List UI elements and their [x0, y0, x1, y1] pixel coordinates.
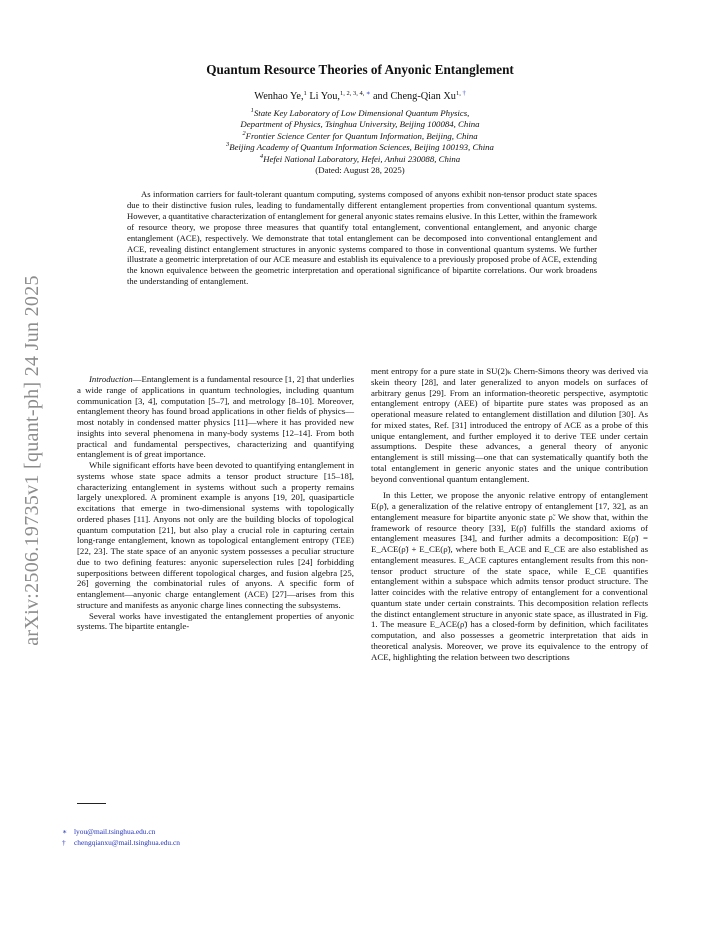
- paragraph: ment entropy for a pure state in SU(2)ₖ Chern-Simons theory was derived via skein theory [28], and later generalized to anyon models on surfaces of arbitrary genus [29]. From an information-theoretic perspective, asymptotic entanglement entropy (AEE) of bipartite pure states was proposed as an operational measure related to entanglement distillation and dilution [30]. As for mixed states, Ref. [31] introduced the entropy of ACE as a probe of this unique entanglement, and further employed it to derive TEE under certain assumptions. Despite these advances, a general theory of anyonic entanglement is still missing—one that can systematically quantify both the total entanglement in generic anyonic states and the unique contribution beyond conventional quantum entanglement.: [371, 366, 648, 484]
- paragraph: Several works have investigated the entanglement properties of anyonic systems. The bipartite entangle-: [77, 610, 354, 632]
- affiliation-1: $^1$State Key Laboratory of Low Dimensional Quantum Physics,: [250, 107, 470, 118]
- arxiv-stamp: [20, 250, 44, 670]
- right-column: [371, 366, 648, 662]
- abstract-text: As information carriers for fault-tolerant quantum computing, systems composed of anyons exhibit non-tensor product state spaces due to their distinctive fusion rules, leading to fundamentally different entanglement properties from conventional quantum systems. However, a quantitative characterization of entanglement for general anyonic states remains elusive. In this Letter, within the framework of resource theory, we propose three measures that quantify total entanglement, conventional entanglement, and anyonic charge entanglement (ACE), respectively. We demonstrate that total entanglement can be decomposed into conventional entanglement and ACE, revealing distinct entanglement structures in anyonic systems compared to those in conventional quantum systems. We further illustrate a geometric interpretation of our ACE measure and establish its equivalence to a previously proposed probe of ACE, extending the known equivalence between the geometric interpretation and operational significance of bipartite correlations. Our work broadens the understanding of entanglement.: [127, 189, 597, 287]
- affiliation-4: $^4$Hefei National Laboratory, Hefei, Anhui 230088, China: [259, 152, 461, 164]
- abstract: [127, 189, 597, 287]
- email-link[interactable]: lyou@mail.tsinghua.edu.cn: [74, 827, 156, 836]
- paragraph: Introduction—Entanglement is a fundamental resource [1, 2] that underlies a wide range of applications in quantum technologies, including quantum communication [3, 4], computation [5–7], and metrology [8–10]. Moreover, entanglement theory has found broad applications in other fields of physics—most notably in condensed matter physics [11]—where it has provided new insights into several phenomena in many-body systems [12–14]. From both practical and fundamental perspectives, characterizing and quantifying entanglement is of great importance.: [77, 374, 354, 460]
- arxiv-stamp-text: arXiv:2506.19735v1 [quant-ph] 24 Jun 2025: [20, 274, 43, 646]
- footnote-rule: [77, 803, 106, 804]
- author-affil-sup: 1, 2, 3, 4, ∗: [339, 90, 371, 97]
- dated-line: (Dated: August 28, 2025): [315, 165, 405, 176]
- affiliation-2: $^2$Frontier Science Center for Quantum Information, Beijing, China: [242, 129, 478, 141]
- author-list: [0, 91, 720, 102]
- footnote: [62, 827, 362, 838]
- section-label: Introduction: [89, 374, 133, 384]
- footnotes: [62, 827, 362, 848]
- corresponding-mark[interactable]: †: [462, 90, 466, 97]
- footnote-mark: †: [62, 837, 66, 847]
- paragraph: While significant efforts have been devoted to quantifying entanglement in systems whose state space admits a tensor product structure [15–18], characterizing entanglement in systems without such a property remains largely unexplored. A prominent example is anyons [19, 20], quasiparticle excitations that emerge in two-dimensional systems with topologically ordered phases [11]. Anyons not only are the building blocks of topological quantum computation [21], but also play a crucial role in capturing certain long-range entanglement, known as topological entanglement entropy (TEE) [22, 23]. The state space of an anyonic system possesses a peculiar structure due to two defining features: anyonic superselection rules [24] forbidding superpositions between different topological charges, and fusion algebra [25, 26] governing the combinatorial rules of anyons. A specific form of entanglement—anyonic charge entanglement (ACE) [27]—arises from this structure and manifests as anyonic charge lines connecting the subsystems.: [77, 460, 354, 610]
- author-affil-sup: 1, †: [455, 90, 466, 97]
- author-name: Cheng-Qian Xu: [390, 91, 456, 102]
- paragraph: In this Letter, we propose the anyonic relative entropy of entanglement E(ρ̃), a generalization of the relative entropy of entanglement [17, 32], as an entanglement measure for bipartite anyonic state ρ̃. We show that, within the framework of resource theory [33], E(ρ̃) fulfills the standard axioms of entanglement measures [34], and further admits a decomposition: E(ρ̃) = E_ACE(ρ̃) + E_CE(ρ̃), where both E_ACE and E_CE are also established as entanglement measures. E_ACE captures entanglement results from this non-tensor product structure of the state space, while E_CE quantifies entanglement within a subspace which admits tensor product structure. The latter coincides with the relative entropy of entanglement for a conventional quantum state under certain constraints. This decomposition relation reflects the distinct entanglement structure in anyonic state space, as illustrated in Fig. 1. The measure E_ACE(ρ̃) has a closed-form by definition, which facilitates computation, and also possesses a geometric interpretation that aids in theoretical analysis. Moreover, we prove its equivalence to the entropy of ACE, highlighting the relation between two descriptions: [371, 490, 648, 662]
- author-conjunction: and: [372, 91, 388, 102]
- paper-title: Quantum Resource Theories of Anyonic Entanglement: [206, 62, 514, 77]
- footnote-mark: ∗: [62, 827, 68, 836]
- affiliation-1-line2: Department of Physics, Tsinghua University, Beijing 100084, China: [240, 119, 480, 130]
- author-name: Wenhao Ye,: [254, 91, 304, 102]
- corresponding-mark[interactable]: ∗: [365, 90, 371, 97]
- left-column: [77, 374, 354, 632]
- affiliations: [0, 108, 720, 176]
- affiliation-3: $^3$Beijing Academy of Quantum Information Sciences, Beijing 100193, China: [226, 141, 494, 153]
- footnote: [62, 838, 362, 849]
- author-name: Li You,: [309, 91, 340, 102]
- email-link[interactable]: chengqianxu@mail.tsinghua.edu.cn: [74, 837, 180, 847]
- author-affil-sup: 1: [303, 90, 307, 97]
